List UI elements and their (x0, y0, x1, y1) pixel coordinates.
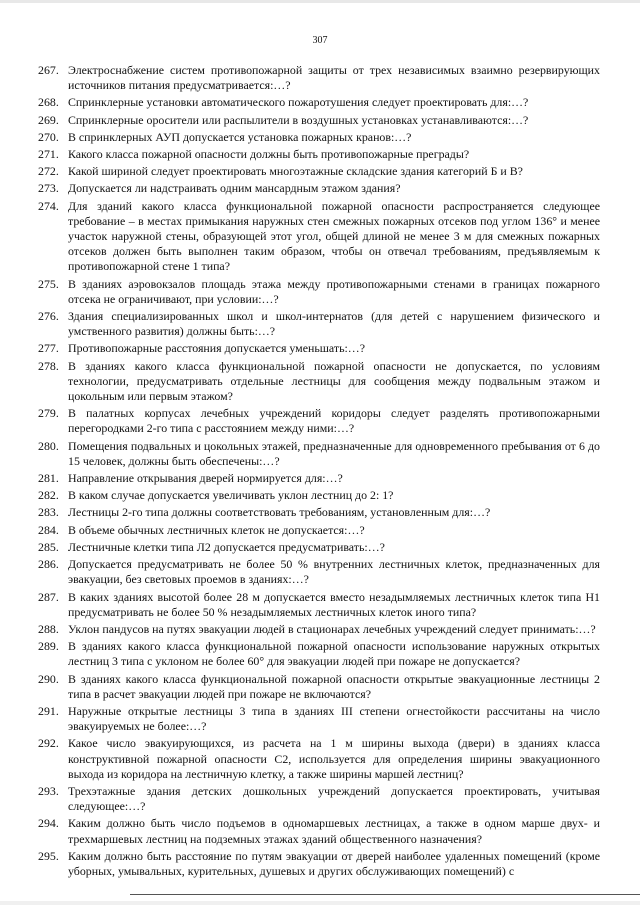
question-text: В зданиях какого класса функциональной пожарной опасности открытые эвакуационные лестницы 2 типа в расчет эвакуации людей при пожаре не включаются? (68, 671, 600, 701)
question-text: Лестничные клетки типа Л2 допускается предусматривать:…? (68, 539, 385, 554)
question-item (38, 639, 600, 669)
question-number: 268. (38, 95, 59, 110)
question-number: 287. (38, 589, 59, 604)
question-item (38, 505, 600, 520)
question-number: 273. (38, 181, 59, 196)
question-number: 295. (38, 848, 59, 863)
question-item (38, 471, 600, 486)
scan-edge-bottom (0, 901, 640, 905)
question-number: 291. (38, 703, 59, 718)
question-item (38, 277, 600, 307)
question-number: 278. (38, 358, 59, 373)
question-item (38, 63, 600, 93)
question-text: В зданиях аэровокзалов площадь этажа между противопожарными стенами в границах пожарного отсека не ограничивают, при условии:…? (68, 276, 600, 306)
question-item (38, 359, 600, 405)
question-item (38, 540, 600, 555)
question-item (38, 557, 600, 587)
question-text: В зданиях какого класса функциональной пожарной опасности не допускается, по условиям технологии, предусматривать отдельные лестницы для сообщения между подвальным этажом и цокольным или первым этажом? (68, 358, 600, 404)
question-text: Наружные открытые лестницы 3 типа в зданиях III степени огнестойкости рассчитаны на число эвакуируемых не более:…? (68, 703, 600, 734)
question-text: В каких зданиях высотой более 28 м допускается вместо незадымляемых лестничных клеток типа Н1 предусматривать не более 50 % незадымляемых лестничных клеток иного типа? (68, 589, 600, 619)
question-text: Противопожарные расстояния допускается уменьшать:…? (68, 341, 365, 356)
question-number: 285. (38, 539, 59, 554)
question-text: Электроснабжение систем противопожарной защиты от трех независимых взаимно резервирующих источников питания предусматривается:…? (68, 63, 600, 93)
question-text: Допускается предусматривать не более 50 % внутренних лестничных клеток, предназначенных для эвакуации, без световых проемов в зданиях:…? (68, 557, 600, 587)
question-item (38, 672, 600, 702)
question-item (38, 406, 600, 436)
question-text: Здания специализированных школ и школ-интернатов (для детей с нарушением физического и умственного развития) должны быть:…? (68, 309, 600, 339)
question-item (38, 523, 600, 538)
question-text: Каким должно быть расстояние по путям эвакуации от дверей наиболее удаленных помещений (кроме уборных, умывальных, курительных, душевых и других обслуживающих помещений) с (68, 848, 600, 878)
question-item (38, 488, 600, 503)
question-number: 276. (38, 309, 59, 324)
scan-line-bottom (130, 894, 640, 895)
question-item (38, 784, 600, 814)
question-text: В спринклерных АУП допускается установка пожарных кранов:…? (68, 129, 412, 144)
question-item (38, 95, 600, 110)
question-text: Для зданий какого класса функциональной пожарной опасности распространяется следующее требование – в местах примыкания наружных стен смежных пожарных отсеков под углом 136° и менее участок наружной стены, образующей этот угол, общей длиной не менее 3 м для смежных пожарных отсеков должен быть выполнен таким образом, чтобы он отвечал требованиям, предъявляемым к противопожарной стене 1 типа? (68, 198, 600, 274)
question-item (38, 181, 600, 196)
question-item (38, 199, 600, 275)
question-list (38, 63, 600, 881)
page-number: 307 (312, 35, 328, 46)
question-item (38, 341, 600, 356)
question-number: 279. (38, 406, 59, 421)
question-text: Какого класса пожарной опасности должны быть противопожарные преграды? (68, 147, 470, 162)
question-number: 272. (38, 164, 59, 179)
question-text: Допускается ли надстраивать одним мансардным этажом здания? (68, 181, 401, 196)
question-text: В палатных корпусах лечебных учреждений коридоры следует разделять противопожарными перегородками 2-го типа с расстоянием между ними:…? (68, 406, 600, 436)
scan-edge-top (0, 0, 640, 3)
question-item (38, 590, 600, 620)
question-number: 271. (38, 147, 59, 162)
question-text: Спринклерные установки автоматического пожаротушения следует проектировать для:…? (68, 95, 529, 110)
question-item (38, 130, 600, 145)
question-item (38, 849, 600, 879)
question-number: 289. (38, 639, 59, 654)
question-number: 294. (38, 816, 59, 831)
question-item (38, 164, 600, 179)
question-number: 282. (38, 488, 59, 503)
question-number: 270. (38, 129, 59, 144)
question-text: Трехэтажные здания детских дошкольных учреждений допускается проектировать, учитывая следующее:…? (68, 783, 600, 814)
question-item (38, 309, 600, 339)
question-item (38, 704, 600, 734)
question-number: 280. (38, 438, 59, 453)
question-number: 274. (38, 198, 59, 213)
question-number: 283. (38, 505, 59, 520)
question-item (38, 736, 600, 782)
question-number: 288. (38, 621, 59, 636)
question-number: 290. (38, 671, 59, 686)
question-number: 267. (38, 63, 59, 77)
question-text: Какое число эвакуирующихся, из расчета на 1 м ширины выхода (двери) в зданиях класса конструктивной пожарной опасности С2, используется для определения ширины эвакуационного выхода из коридора на лестничную клетку, а также ширины маршей лестниц? (68, 736, 600, 781)
question-text: Спринклерные оросители или распылители в воздушных установках устанавливаются:…? (68, 112, 529, 127)
question-text: Лестницы 2-го типа должны соответствовать требованиям, установленным для:…? (68, 505, 491, 520)
question-item (38, 816, 600, 846)
question-number: 293. (38, 783, 59, 798)
question-number: 286. (38, 557, 59, 572)
question-number: 284. (38, 522, 59, 537)
question-number: 281. (38, 471, 59, 486)
question-text: Направление открывания дверей нормируется для:…? (68, 471, 343, 486)
question-text: В каком случае допускается увеличивать уклон лестниц до 2: 1? (68, 488, 394, 503)
question-text: Каким должно быть число подъемов в одномаршевых лестницах, а также в одном марше двух- и трехмаршевых лестниц на подземных этажах зданий общественного назначения? (68, 816, 600, 846)
question-number: 292. (38, 736, 59, 751)
question-item (38, 147, 600, 162)
question-text: В зданиях какого класса функциональной пожарной опасности использование наружных открытых лестниц 3 типа с уклоном не более 60° для эвакуации людей при пожаре не допускается? (68, 639, 600, 669)
question-number: 277. (38, 341, 59, 356)
question-text: Уклон пандусов на путях эвакуации людей в стационарах лечебных учреждений следует принимать:…? (68, 621, 596, 636)
question-text: В объеме обычных лестничных клеток не допускается:…? (68, 522, 365, 537)
question-text: Какой шириной следует проектировать многоэтажные складские здания категорий Б и В? (68, 164, 523, 179)
question-number: 275. (38, 276, 59, 291)
question-number: 269. (38, 112, 59, 127)
question-text: Помещения подвальных и цокольных этажей, предназначенные для одновременного пребывания от 6 до 15 человек, должны быть обеспечены:…? (68, 438, 600, 468)
question-item (38, 622, 600, 637)
question-item (38, 439, 600, 469)
question-item (38, 113, 600, 128)
